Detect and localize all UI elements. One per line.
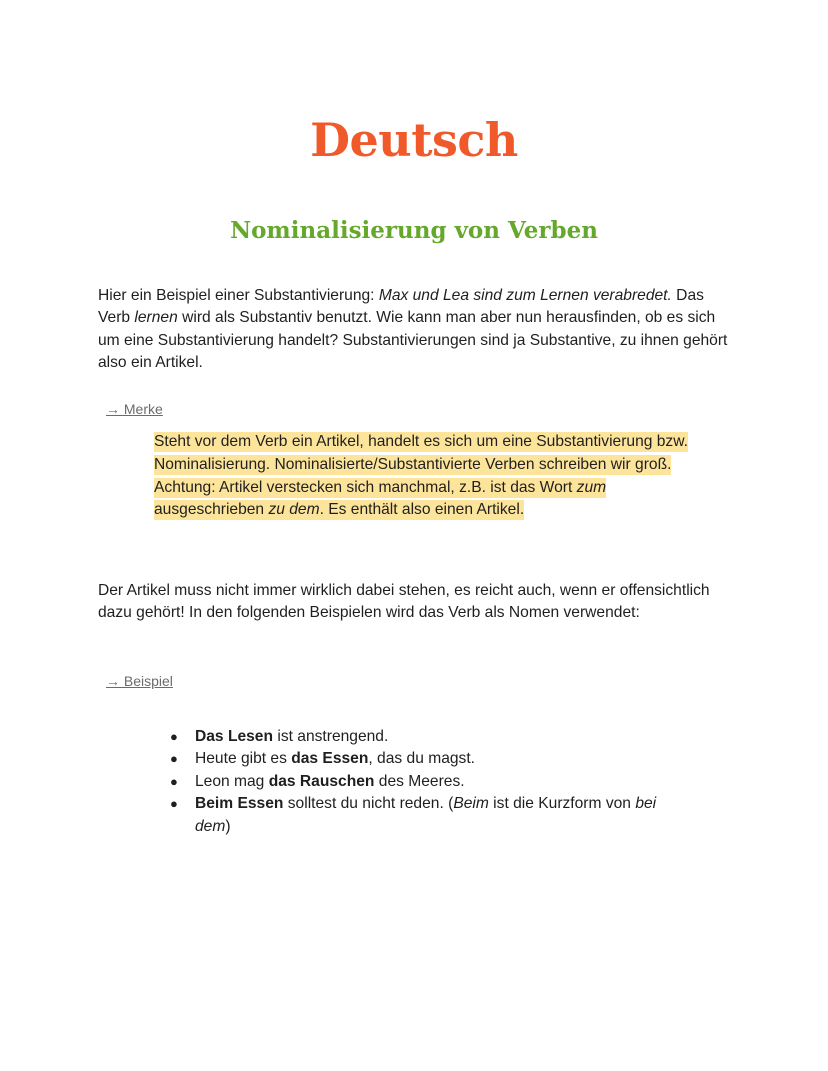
merke-text-2: ausgeschrieben	[154, 501, 269, 519]
merke-text-1: Steht vor dem Verb ein Artikel, handelt es sich um eine Substantivierung bzw. Nominalisierung. Nominalisierte/Substantivierte Verben schreiben wir groß. Achtung: Artikel verstecken sich manchmal, z.B. ist das Wort	[154, 433, 688, 496]
intro-paragraph	[98, 285, 738, 375]
intro-text-3: wird als Substantiv benutzt. Wie kann man aber nun herausfinden, ob es sich um eine Substantivierung handelt? Substantivierungen sind ja Substantive, zu ihnen gehört also ein Artikel.	[98, 309, 728, 372]
bullet-icon: ●	[170, 773, 178, 789]
merke-link[interactable]: → Merke	[106, 401, 163, 417]
example-pre: Leon mag	[195, 772, 269, 790]
example-bold: das Essen	[291, 750, 369, 768]
list-item	[170, 748, 690, 770]
bullet-icon: ●	[170, 729, 178, 744]
intro-text-2: Das Verb	[98, 287, 704, 327]
example-bold: Beim Essen	[195, 795, 284, 813]
example-text: ist anstrengend.	[273, 728, 389, 745]
bullet-icon: ●	[170, 796, 178, 812]
example-italic: bei dem	[195, 795, 657, 835]
intro-verb-word: lernen	[134, 309, 178, 327]
merke-italic-zu-dem: zu dem	[268, 501, 320, 519]
list-item	[170, 793, 690, 838]
example-list	[170, 726, 690, 838]
merke-note	[154, 431, 694, 522]
example-text: des Meeres.	[374, 772, 465, 790]
article-paragraph: Der Artikel muss nicht immer wirklich dabei stehen, es reicht auch, wenn er offensichtlich dazu gehört! In den folgenden Beispielen wird das Verb als Nomen verwendet:	[98, 582, 710, 622]
page-title: Deutsch	[310, 113, 518, 167]
list-item	[170, 771, 690, 793]
example-pre: Heute gibt es	[195, 750, 292, 768]
intro-text-1: Hier ein Beispiel einer Substantivierung:	[98, 287, 379, 304]
list-item	[170, 726, 690, 748]
intro-example-sentence: Max und Lea sind zum Lernen verabredet.	[378, 287, 672, 304]
beispiel-link[interactable]: → Beispiel	[106, 673, 173, 689]
merke-italic-zum: zum	[576, 478, 607, 496]
merke-text-3: . Es enthält also einen Artikel.	[319, 501, 525, 519]
example-text: solltest du nicht reden. (	[283, 795, 454, 813]
example-text: ist die Kurzform von	[488, 795, 636, 813]
example-text: , das du magst.	[368, 750, 476, 768]
example-text: )	[225, 817, 231, 835]
example-bold: Das Lesen	[195, 728, 274, 745]
example-bold: das Rauschen	[268, 772, 375, 790]
example-italic: Beim	[453, 795, 489, 813]
section-heading: Nominalisierung von Verben	[230, 217, 598, 244]
bullet-icon: ●	[170, 751, 178, 767]
